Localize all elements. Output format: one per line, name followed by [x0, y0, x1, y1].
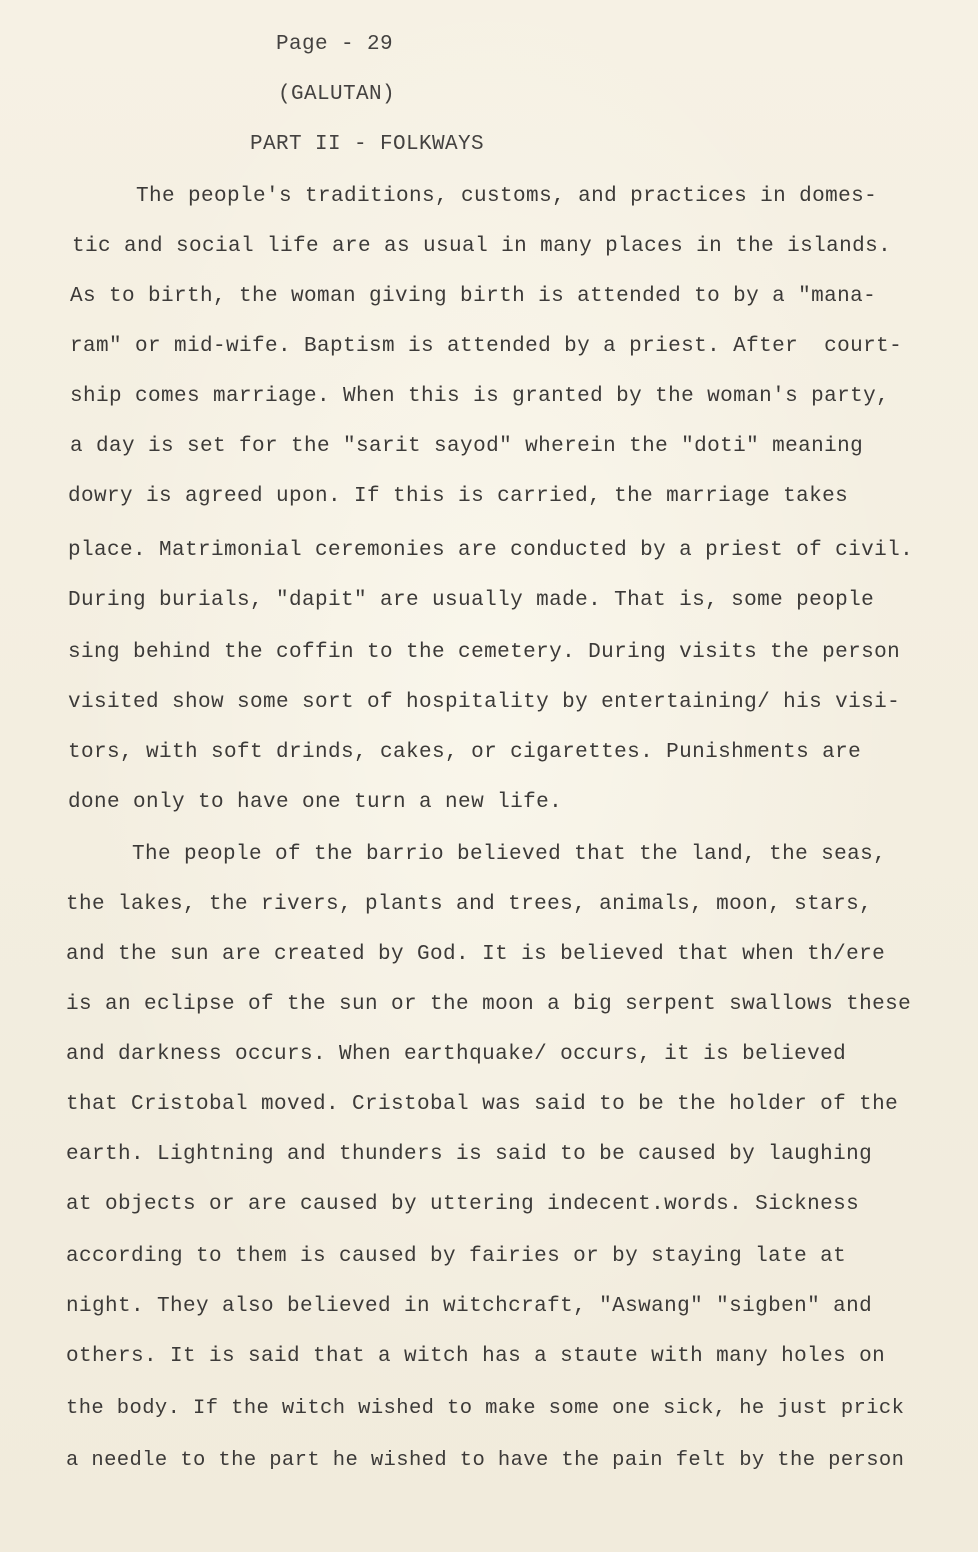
text-line: according to them is caused by fairies or by staying late at [66, 1245, 847, 1268]
text-line: the body. If the witch wished to make some one sick, he just prick [66, 1397, 905, 1420]
text-line: sing behind the coffin to the cemetery. During visits the person [68, 641, 901, 664]
text-line: done only to have one turn a new life. [68, 791, 563, 814]
barrio-name: (GALUTAN) [278, 83, 396, 106]
text-line: tors, with soft drinds, cakes, or cigarettes. Punishments are [68, 741, 862, 764]
text-line: dowry is agreed upon. If this is carried, the marriage takes [68, 485, 849, 508]
text-line: During burials, "dapit" are usually made. That is, some people [68, 589, 875, 612]
text-line: at objects or are caused by uttering indecent.words. Sickness [66, 1193, 860, 1216]
section-title: PART II - FOLKWAYS [250, 133, 485, 156]
text-line: that Cristobal moved. Cristobal was said to be the holder of the [66, 1093, 899, 1116]
text-line: and the sun are created by God. It is believed that when th/ere [66, 943, 886, 966]
text-line: place. Matrimonial ceremonies are conducted by a priest of civil. [68, 539, 914, 562]
text-line: is an eclipse of the sun or the moon a big serpent swallows these [66, 993, 912, 1016]
text-line: ship comes marriage. When this is granted by the woman's party, [70, 385, 890, 408]
text-line: others. It is said that a witch has a staute with many holes on [66, 1345, 886, 1368]
text-line: a needle to the part he wished to have the pain felt by the person [66, 1449, 905, 1472]
text-line: the lakes, the rivers, plants and trees, animals, moon, stars, [66, 893, 873, 916]
text-line: night. They also believed in witchcraft, "Aswang" "sigben" and [66, 1295, 873, 1318]
text-line: and darkness occurs. When earthquake/ occurs, it is believed [66, 1043, 847, 1066]
text-line: The people of the barrio believed that the land, the seas, [132, 843, 887, 866]
text-line: ram" or mid-wife. Baptism is attended by a priest. After court- [70, 335, 903, 358]
text-line: visited show some sort of hospitality by entertaining/ his visi- [68, 691, 901, 714]
page-number: Page - 29 [276, 33, 394, 56]
text-line: earth. Lightning and thunders is said to be caused by laughing [66, 1143, 873, 1166]
text-line: tic and social life are as usual in many places in the islands. [72, 235, 892, 258]
text-line: a day is set for the "sarit sayod" wherein the "doti" meaning [70, 435, 864, 458]
text-line: The people's traditions, customs, and practices in domes- [136, 185, 878, 208]
text-line: As to birth, the woman giving birth is attended to by a "mana- [70, 285, 877, 308]
